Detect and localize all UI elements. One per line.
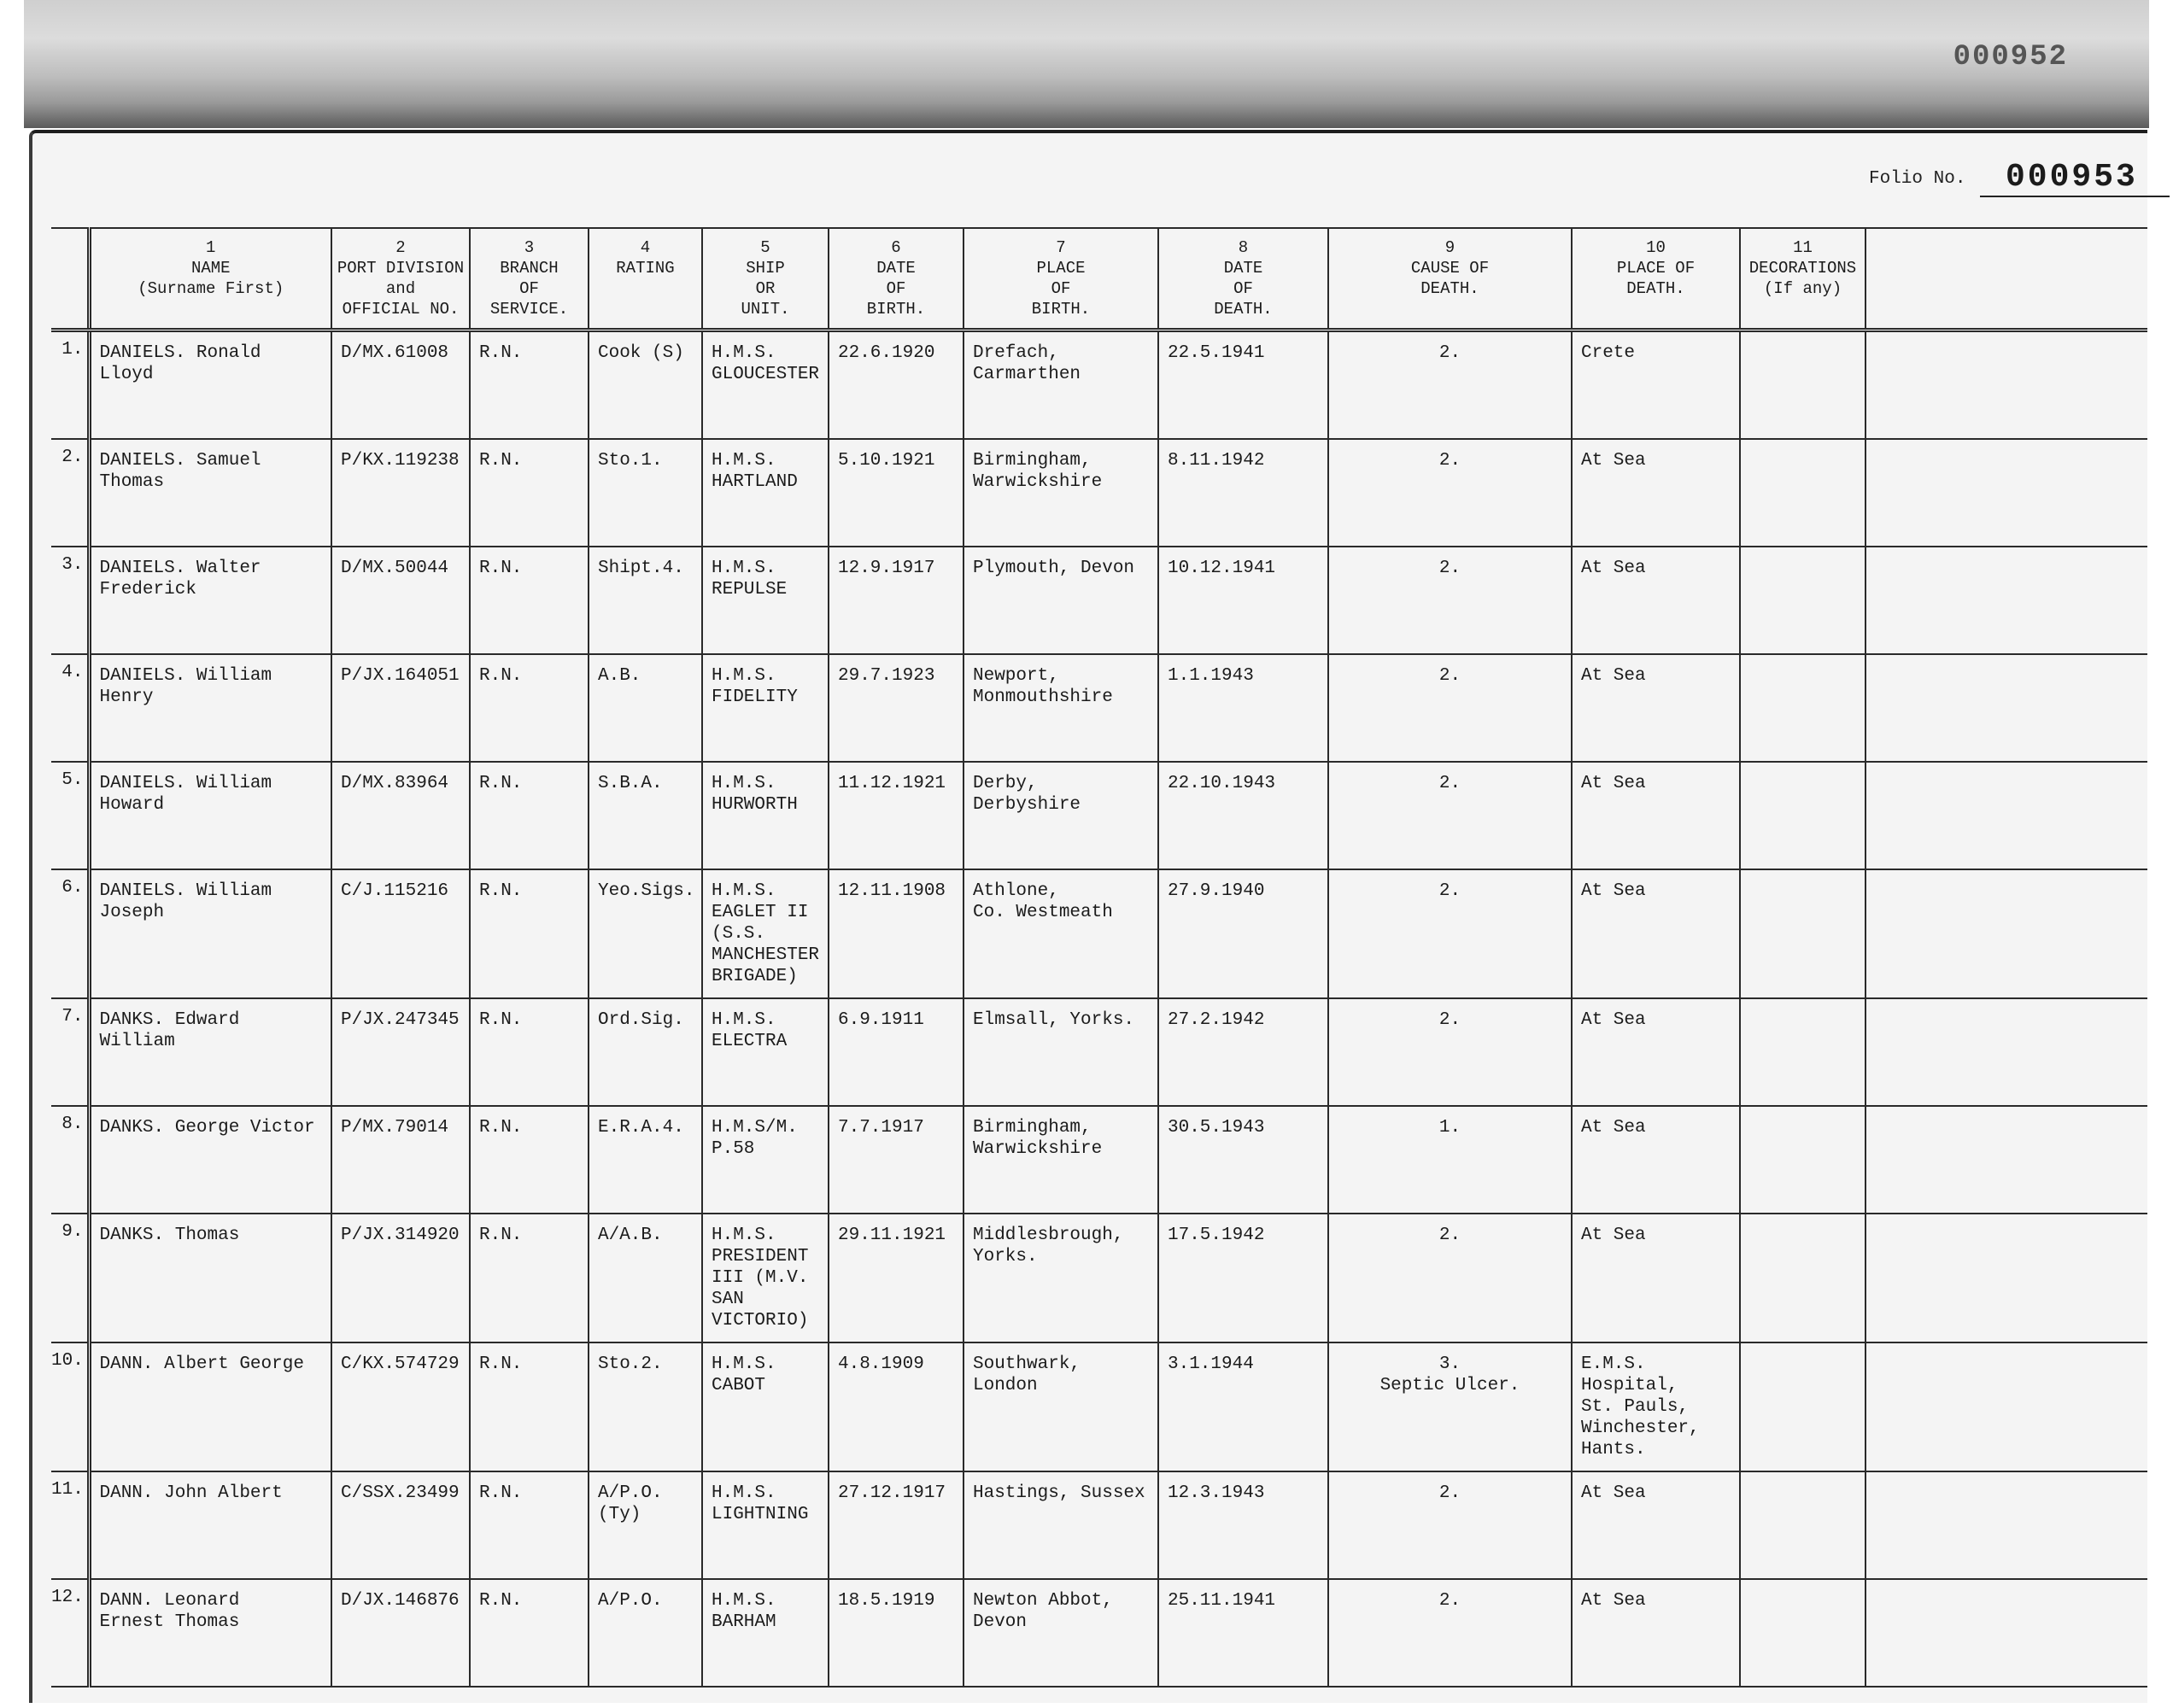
blank-cell (1866, 998, 2147, 1106)
register-sheet (29, 130, 2147, 1703)
ship-cell: H.M.S. FIDELITY (702, 654, 829, 762)
row-number: 11. (51, 1471, 89, 1579)
column-number: 7 (1056, 238, 1066, 257)
rating-cell: A/A.B. (589, 1214, 702, 1342)
column-header-6 (829, 228, 964, 330)
place-of-death-cell: At Sea (1572, 1579, 1740, 1687)
rating-cell: S.B.A. (589, 762, 702, 869)
rating-cell: Cook (S) (589, 330, 702, 440)
place-of-death-cell: At Sea (1572, 654, 1740, 762)
decorations-cell (1740, 547, 1866, 654)
folio-label: Folio No. (1869, 169, 1966, 189)
official-number-cell: P/MX.79014 (331, 1106, 470, 1214)
date-of-birth-cell: 11.12.1921 (829, 762, 964, 869)
place-of-death-cell: Crete (1572, 330, 1740, 440)
column-header-11 (1740, 228, 1866, 330)
place-of-death-cell: At Sea (1572, 1214, 1740, 1342)
official-number-cell: C/SSX.23499 (331, 1471, 470, 1579)
name-cell: DANKS. Thomas (89, 1214, 331, 1342)
cause-of-death-cell: 2. (1328, 1471, 1572, 1579)
date-of-birth-cell: 29.11.1921 (829, 1214, 964, 1342)
date-of-death-cell: 22.5.1941 (1158, 330, 1328, 440)
row-number: 10. (51, 1342, 89, 1471)
cause-of-death-cell: 1. (1328, 1106, 1572, 1214)
ship-cell: H.M.S. EAGLET II (S.S. MANCHESTER BRIGADE) (702, 869, 829, 998)
decorations-cell (1740, 1579, 1866, 1687)
row-number: 3. (51, 547, 89, 654)
column-label: PORT DIVISION and OFFICIAL NO. (337, 259, 465, 319)
cause-of-death-cell: 2. (1328, 1214, 1572, 1342)
cause-of-death-cell: 2. (1328, 1579, 1572, 1687)
table-row (51, 998, 2147, 1106)
date-of-birth-cell: 4.8.1909 (829, 1342, 964, 1471)
date-of-birth-cell: 5.10.1921 (829, 439, 964, 547)
row-number: 6. (51, 869, 89, 998)
previous-page-edge (24, 0, 2149, 128)
cause-of-death-cell: 2. (1328, 330, 1572, 440)
column-header-1 (89, 228, 331, 330)
rating-cell: A/P.O. (Ty) (589, 1471, 702, 1579)
official-number-cell: P/KX.119238 (331, 439, 470, 547)
name-cell: DANIELS. William Howard (89, 762, 331, 869)
column-number: 2 (395, 238, 406, 257)
rating-cell: Ord.Sig. (589, 998, 702, 1106)
row-number: 2. (51, 439, 89, 547)
column-number: 5 (760, 238, 770, 257)
previous-folio-number: 000952 (1953, 41, 2068, 73)
branch-cell: R.N. (470, 330, 589, 440)
name-cell: DANIELS. Walter Frederick (89, 547, 331, 654)
date-of-birth-cell: 12.9.1917 (829, 547, 964, 654)
date-of-death-cell: 25.11.1941 (1158, 1579, 1328, 1687)
branch-cell: R.N. (470, 439, 589, 547)
blank-cell (1866, 547, 2147, 654)
branch-cell: R.N. (470, 762, 589, 869)
row-number: 1. (51, 330, 89, 440)
decorations-cell (1740, 654, 1866, 762)
blank-cell (1866, 1106, 2147, 1214)
date-of-birth-cell: 27.12.1917 (829, 1471, 964, 1579)
place-of-death-cell: At Sea (1572, 1106, 1740, 1214)
branch-cell: R.N. (470, 998, 589, 1106)
column-label: DATE OF BIRTH. (866, 259, 926, 319)
decorations-cell (1740, 439, 1866, 547)
column-header-9 (1328, 228, 1572, 330)
ship-cell: H.M.S/M. P.58 (702, 1106, 829, 1214)
name-cell: DANKS. George Victor (89, 1106, 331, 1214)
date-of-death-cell: 3.1.1944 (1158, 1342, 1328, 1471)
column-label: SHIP OR UNIT. (741, 259, 790, 319)
column-number: 6 (891, 238, 901, 257)
date-of-birth-cell: 7.7.1917 (829, 1106, 964, 1214)
date-of-death-cell: 12.3.1943 (1158, 1471, 1328, 1579)
ship-cell: H.M.S. REPULSE (702, 547, 829, 654)
branch-cell: R.N. (470, 1471, 589, 1579)
branch-cell: R.N. (470, 1342, 589, 1471)
date-of-birth-cell: 12.11.1908 (829, 869, 964, 998)
table-row (51, 762, 2147, 869)
decorations-cell (1740, 1471, 1866, 1579)
official-number-cell: C/KX.574729 (331, 1342, 470, 1471)
official-number-cell: D/JX.146876 (331, 1579, 470, 1687)
official-number-cell: P/JX.247345 (331, 998, 470, 1106)
ship-cell: H.M.S. BARHAM (702, 1579, 829, 1687)
branch-cell: R.N. (470, 547, 589, 654)
rating-cell: Shipt.4. (589, 547, 702, 654)
row-number: 5. (51, 762, 89, 869)
branch-cell: R.N. (470, 869, 589, 998)
column-label: DATE OF DEATH. (1214, 259, 1273, 319)
blank-cell (1866, 762, 2147, 869)
table-row (51, 1106, 2147, 1214)
official-number-cell: P/JX.164051 (331, 654, 470, 762)
column-number: 11 (1793, 238, 1813, 257)
name-cell: DANN. John Albert (89, 1471, 331, 1579)
table-row (51, 1342, 2147, 1471)
row-number: 4. (51, 654, 89, 762)
place-of-birth-cell: Drefach, Carmarthen (964, 330, 1158, 440)
place-of-death-cell: At Sea (1572, 1471, 1740, 1579)
date-of-birth-cell: 6.9.1911 (829, 998, 964, 1106)
rating-cell: E.R.A.4. (589, 1106, 702, 1214)
column-header-5 (702, 228, 829, 330)
place-of-birth-cell: Middlesbrough, Yorks. (964, 1214, 1158, 1342)
ship-cell: H.M.S. CABOT (702, 1342, 829, 1471)
place-of-death-cell: At Sea (1572, 762, 1740, 869)
place-of-birth-cell: Birmingham, Warwickshire (964, 1106, 1158, 1214)
column-header-2 (331, 228, 470, 330)
date-of-death-cell: 1.1.1943 (1158, 654, 1328, 762)
blank-cell (1866, 654, 2147, 762)
name-cell: DANN. Leonard Ernest Thomas (89, 1579, 331, 1687)
date-of-death-cell: 22.10.1943 (1158, 762, 1328, 869)
date-of-death-cell: 17.5.1942 (1158, 1214, 1328, 1342)
rating-cell: Sto.1. (589, 439, 702, 547)
casualty-register-table (51, 227, 2147, 1688)
column-number: 8 (1238, 238, 1249, 257)
column-number: 3 (524, 238, 535, 257)
name-cell: DANN. Albert George (89, 1342, 331, 1471)
table-row (51, 654, 2147, 762)
place-of-death-cell: E.M.S. Hospital, St. Pauls, Winchester, Hants. (1572, 1342, 1740, 1471)
blank-cell (1866, 869, 2147, 998)
decorations-cell (1740, 762, 1866, 869)
decorations-cell (1740, 330, 1866, 440)
official-number-cell: C/J.115216 (331, 869, 470, 998)
table-row (51, 1214, 2147, 1342)
date-of-birth-cell: 18.5.1919 (829, 1579, 964, 1687)
column-label: PLACE OF BIRTH. (1031, 259, 1091, 319)
rating-cell: Yeo.Sigs. (589, 869, 702, 998)
column-number: 10 (1646, 238, 1666, 257)
name-cell: DANIELS. William Joseph (89, 869, 331, 998)
place-of-birth-cell: Newton Abbot, Devon (964, 1579, 1158, 1687)
rating-cell: A.B. (589, 654, 702, 762)
cause-of-death-cell: 2. (1328, 998, 1572, 1106)
place-of-birth-cell: Plymouth, Devon (964, 547, 1158, 654)
place-of-death-cell: At Sea (1572, 547, 1740, 654)
table-row (51, 869, 2147, 998)
place-of-death-cell: At Sea (1572, 998, 1740, 1106)
branch-cell: R.N. (470, 1579, 589, 1687)
place-of-birth-cell: Derby, Derbyshire (964, 762, 1158, 869)
blank-cell (1866, 1342, 2147, 1471)
decorations-cell (1740, 1214, 1866, 1342)
place-of-birth-cell: Athlone, Co. Westmeath (964, 869, 1158, 998)
decorations-cell (1740, 998, 1866, 1106)
column-label: BRANCH OF SERVICE. (489, 259, 569, 319)
blank-cell (1866, 330, 2147, 440)
column-header-8 (1158, 228, 1328, 330)
decorations-cell (1740, 869, 1866, 998)
ship-cell: H.M.S. HURWORTH (702, 762, 829, 869)
name-cell: DANIELS. Samuel Thomas (89, 439, 331, 547)
column-label: DECORATIONS (If any) (1748, 259, 1857, 298)
column-label: PLACE OF DEATH. (1616, 259, 1696, 298)
rating-cell: Sto.2. (589, 1342, 702, 1471)
row-number: 8. (51, 1106, 89, 1214)
row-number: 7. (51, 998, 89, 1106)
place-of-death-cell: At Sea (1572, 869, 1740, 998)
official-number-cell: P/JX.314920 (331, 1214, 470, 1342)
place-of-birth-cell: Newport, Monmouthshire (964, 654, 1158, 762)
date-of-birth-cell: 22.6.1920 (829, 330, 964, 440)
column-label: CAUSE OF DEATH. (1410, 259, 1490, 298)
blank-cell (1866, 1579, 2147, 1687)
rating-cell: A/P.O. (589, 1579, 702, 1687)
cause-of-death-cell: 2. (1328, 547, 1572, 654)
row-number: 12. (51, 1579, 89, 1687)
row-number: 9. (51, 1214, 89, 1342)
table-row (51, 439, 2147, 547)
blank-cell (1866, 1214, 2147, 1342)
column-number: 4 (640, 238, 651, 257)
ship-cell: H.M.S. ELECTRA (702, 998, 829, 1106)
column-number: 9 (1444, 238, 1456, 257)
name-cell: DANIELS. William Henry (89, 654, 331, 762)
blank-column-header (1866, 228, 2147, 330)
branch-cell: R.N. (470, 654, 589, 762)
header-row (51, 228, 2147, 330)
column-header-4 (589, 228, 702, 330)
ship-cell: H.M.S. GLOUCESTER (702, 330, 829, 440)
decorations-cell (1740, 1106, 1866, 1214)
ship-cell: H.M.S. PRESIDENT III (M.V. SAN VICTORIO) (702, 1214, 829, 1342)
column-number: 1 (206, 238, 216, 257)
column-label: NAME (Surname First) (138, 259, 284, 298)
cause-of-death-cell: 3. Septic Ulcer. (1328, 1342, 1572, 1471)
date-of-death-cell: 27.9.1940 (1158, 869, 1328, 998)
date-of-death-cell: 8.11.1942 (1158, 439, 1328, 547)
table-row (51, 547, 2147, 654)
cause-of-death-cell: 2. (1328, 439, 1572, 547)
place-of-birth-cell: Hastings, Sussex (964, 1471, 1158, 1579)
table-row (51, 1471, 2147, 1579)
cause-of-death-cell: 2. (1328, 654, 1572, 762)
place-of-birth-cell: Birmingham, Warwickshire (964, 439, 1158, 547)
blank-cell (1866, 1471, 2147, 1579)
row-number-header (51, 228, 89, 330)
name-cell: DANKS. Edward William (89, 998, 331, 1106)
official-number-cell: D/MX.83964 (331, 762, 470, 869)
decorations-cell (1740, 1342, 1866, 1471)
branch-cell: R.N. (470, 1106, 589, 1214)
place-of-death-cell: At Sea (1572, 439, 1740, 547)
blank-cell (1866, 439, 2147, 547)
column-header-10 (1572, 228, 1740, 330)
name-cell: DANIELS. Ronald Lloyd (89, 330, 331, 440)
table-row (51, 1579, 2147, 1687)
column-header-7 (964, 228, 1158, 330)
date-of-death-cell: 30.5.1943 (1158, 1106, 1328, 1214)
place-of-birth-cell: Southwark, London (964, 1342, 1158, 1471)
official-number-cell: D/MX.61008 (331, 330, 470, 440)
branch-cell: R.N. (470, 1214, 589, 1342)
ship-cell: H.M.S. HARTLAND (702, 439, 829, 547)
column-header-3 (470, 228, 589, 330)
date-of-death-cell: 10.12.1941 (1158, 547, 1328, 654)
cause-of-death-cell: 2. (1328, 869, 1572, 998)
folio-number: 000953 (1980, 159, 2170, 197)
table-row (51, 330, 2147, 440)
ship-cell: H.M.S. LIGHTNING (702, 1471, 829, 1579)
date-of-death-cell: 27.2.1942 (1158, 998, 1328, 1106)
place-of-birth-cell: Elmsall, Yorks. (964, 998, 1158, 1106)
cause-of-death-cell: 2. (1328, 762, 1572, 869)
official-number-cell: D/MX.50044 (331, 547, 470, 654)
column-label: RATING (616, 259, 675, 278)
date-of-birth-cell: 29.7.1923 (829, 654, 964, 762)
